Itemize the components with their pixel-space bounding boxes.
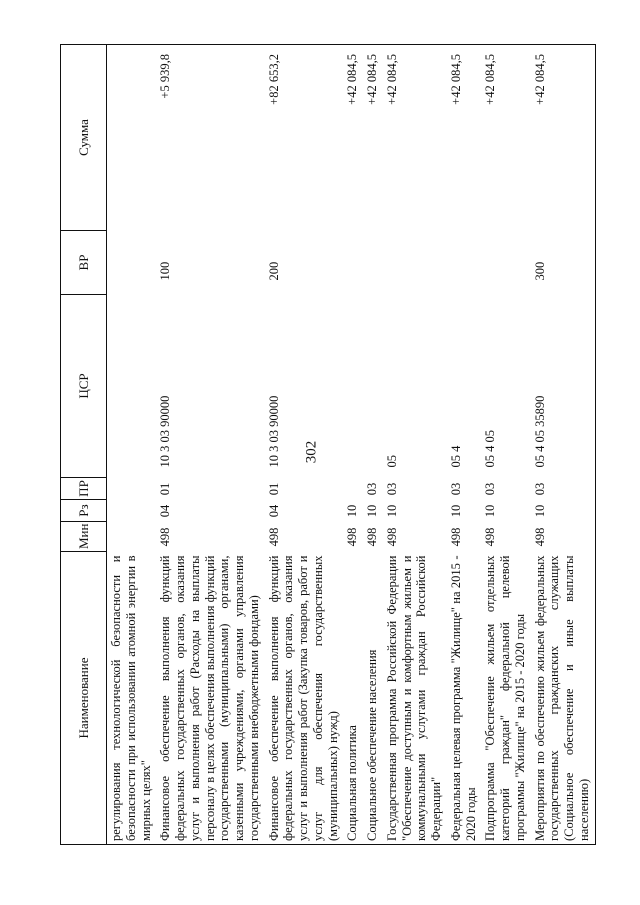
header-pr: ПР [61,478,107,500]
row-name: Социальная политика [343,552,363,845]
row-name: Мероприятия по обеспечению жильем федеральных государственных гражданских служащих (Социальное обеспечение и иные выплаты населению) [531,552,596,845]
header-name: Наименование [61,552,107,845]
row-rz: 04 [266,504,281,518]
row-csr: 05 [384,455,399,468]
table-row [531,45,596,845]
row-name: Финансовое обеспечение выполнения функций федеральных государственных органов, оказания услуг и выполнения работ (Закупка товаров, работ и услуг для обеспечения государственных (муниципальных) нужд) [265,552,344,845]
row-pr: 03 [448,482,463,496]
table-row [265,45,344,845]
row-name: Государственная программа Российской Федерации "Обеспечение доступным и комфортным жильем и коммунальными услугами граждан Российской Федерации" [383,552,447,845]
row-rz: 04 [158,504,173,518]
row-vr: 300 [531,231,596,295]
row-rz: 10 [345,504,360,518]
row-min: 498 [345,527,360,547]
row-csr [107,295,157,478]
header-vr: ВР [61,231,107,295]
table-row [343,45,363,845]
row-sum [107,45,157,231]
row-sum: +42 084,5 [343,45,363,231]
row-rz: 10 [365,504,379,518]
table-row [481,45,530,845]
table-row [107,45,157,845]
row-vr [107,231,157,295]
row-name: Финансовое обеспечение выполнения функций федеральных государственных органов, оказания услуг и выполнения работ (Расходы на выплаты персоналу в целях обеспечения выполнения функций государственными (муниципальными) органами, казенными учреждениями, органами управления государственными внебюджетными фондами) [156,552,264,845]
row-pr: 01 [266,482,281,496]
header-min: Мин [61,522,107,552]
row-pr [343,478,363,500]
row-csr: 05 4 05 35890 [531,295,596,478]
row-csr [363,295,383,478]
row-name: Подпрограмма "Обеспечение жильем отдельных категорий граждан" федеральной целевой программы "Жилище" на 2015 - 2020 годы [481,552,530,845]
row-sum: +42 084,5 [447,45,482,231]
table-row [363,45,383,845]
row-pr: 03 [483,482,498,496]
row-csr: 05 4 [448,445,463,468]
budget-table [60,44,596,845]
table-header-row [61,45,107,845]
row-min [107,522,157,552]
header-rz: Рз [61,500,107,522]
row-sum: +82 653,2 [265,45,344,231]
row-csr: 10 3 03 90000 [158,395,173,468]
row-vr: 200 [266,261,281,281]
row-sum: +42 084,5 [363,45,383,231]
row-pr: 03 [531,478,596,500]
row-min: 498 [158,527,173,547]
row-vr: 100 [158,261,173,281]
table-row [156,45,264,845]
row-rz: 10 [448,504,463,518]
row-min: 498 [531,522,596,552]
row-min: 498 [483,527,498,547]
row-min: 498 [365,527,379,547]
row-sum: +42 084,5 [531,45,596,231]
page-number: 302 [303,440,320,464]
row-min: 498 [384,527,399,547]
row-csr: 05 4 05 [483,430,498,468]
row-sum: +42 084,5 [481,45,530,231]
header-sum: Сумма [61,45,107,231]
row-min: 498 [448,527,463,547]
row-rz: 10 [384,504,399,518]
table-row [383,45,447,845]
header-csr: ЦСР [61,295,107,478]
table-row [447,45,482,845]
row-pr [107,478,157,500]
row-sum: +42 084,5 [383,45,447,231]
row-name: Федеральная целевая программа "Жилище" на 2015 - 2020 годы [447,552,482,845]
row-csr [343,295,363,478]
row-vr [383,231,447,295]
row-name: Социальное обеспечение населения [363,552,383,845]
row-vr [343,231,363,295]
row-pr: 01 [158,482,173,496]
row-csr: 10 3 03 90000 [266,395,281,468]
row-rz [107,500,157,522]
rotated-page-content [60,45,596,845]
row-vr [481,231,530,295]
row-name: регулирования технологической безопасности и безопасности при использовании атомной энергии в мирных целях" [107,552,157,845]
row-pr: 03 [365,482,379,496]
row-rz: 10 [483,504,498,518]
row-vr [363,231,383,295]
row-sum: +5 939,8 [156,45,264,231]
row-pr: 03 [384,482,399,496]
row-rz: 10 [531,500,596,522]
row-vr [447,231,482,295]
row-min: 498 [266,527,281,547]
